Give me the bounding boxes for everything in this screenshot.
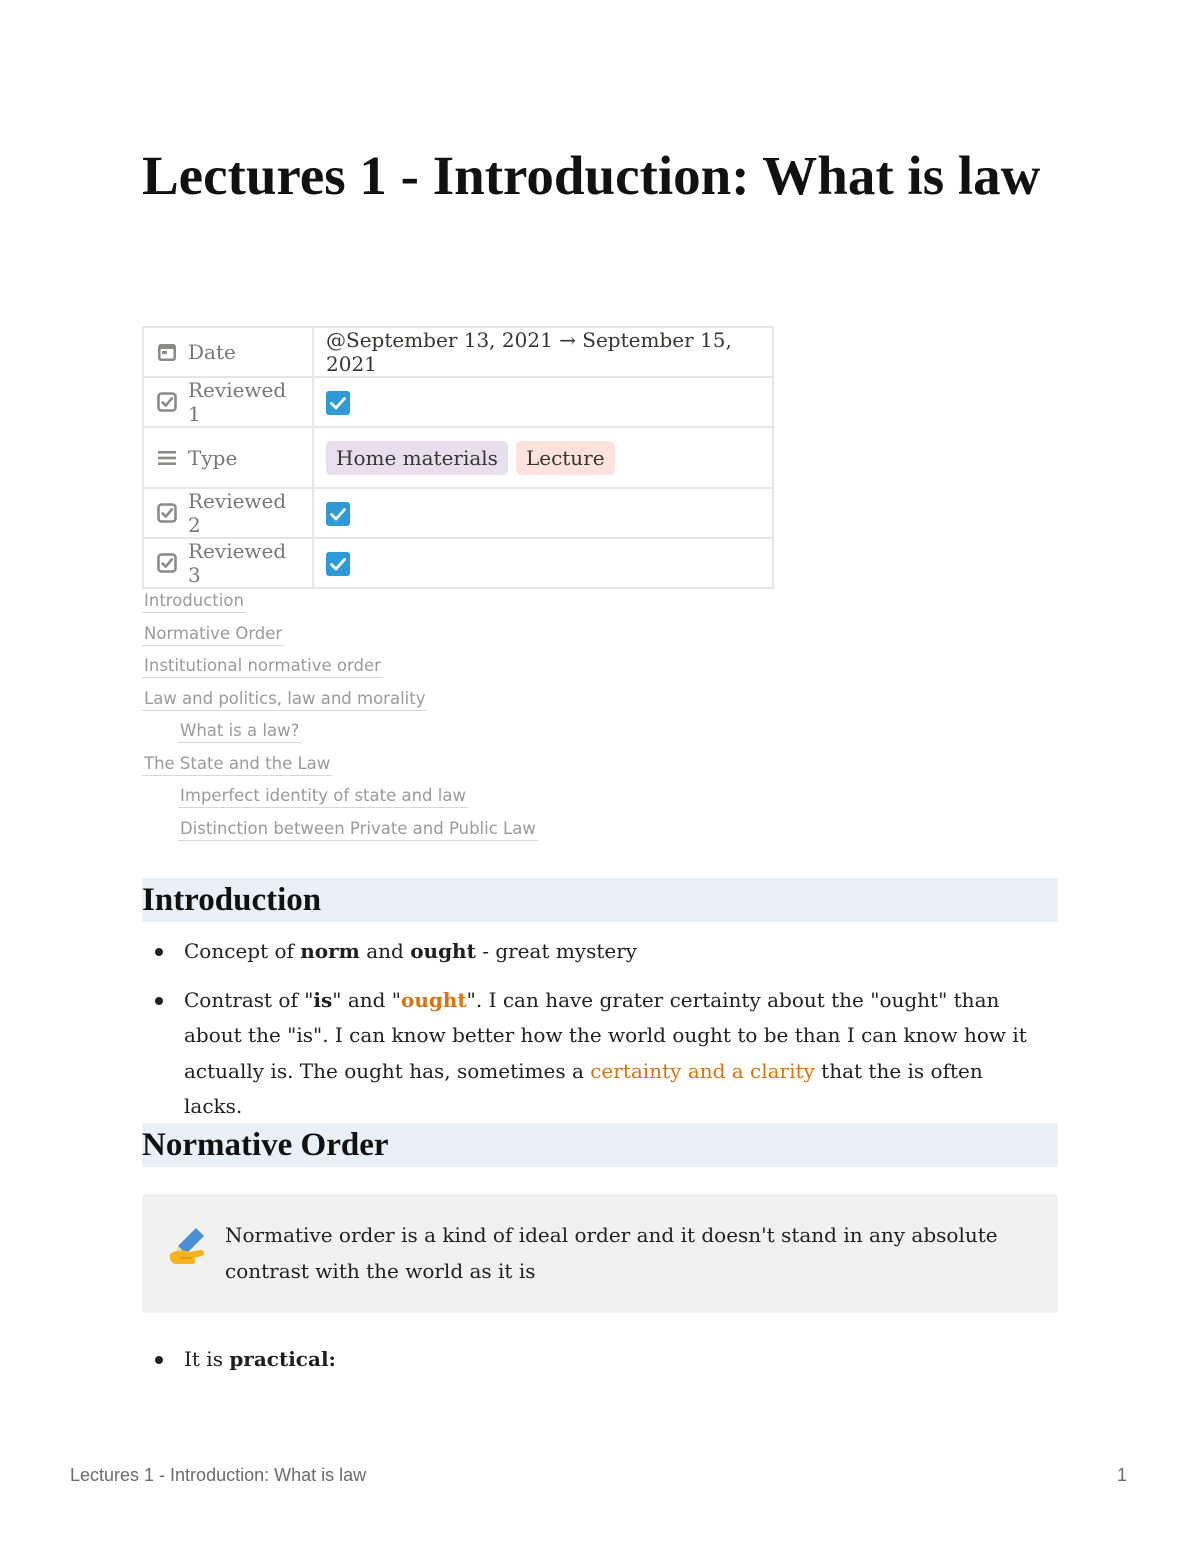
reviewed-3-checkbox[interactable] — [326, 552, 350, 576]
property-label: Reviewed 1 — [188, 378, 287, 426]
normative-order-bullets — [142, 1342, 1042, 1391]
toc-link-institutional-normative-order[interactable]: Institutional normative order — [142, 654, 538, 687]
toc-link-private-public-law[interactable]: Distinction between Private and Public Law — [142, 817, 538, 850]
bullet-dot — [155, 997, 163, 1005]
callout — [142, 1194, 1058, 1313]
property-label: Reviewed 2 — [188, 489, 287, 537]
page-number: 1 — [1117, 1465, 1128, 1485]
toc-link-state-and-law[interactable]: The State and the Law — [142, 752, 538, 785]
list-item: Concept of norm and ought - great mystery — [142, 934, 1042, 970]
toc-link-imperfect-identity[interactable]: Imperfect identity of state and law — [142, 784, 538, 817]
list-property-icon — [156, 447, 178, 469]
toc-link-what-is-a-law[interactable]: What is a law? — [142, 719, 538, 752]
property-row-reviewed-1 — [143, 377, 773, 427]
bullet-dot — [155, 1356, 163, 1364]
heading-introduction: Introduction — [142, 878, 1058, 922]
list-item: Contrast of "is" and "ought". I can have grater certainty about the "ought" than about the "is". I can know better how the world ought to be than I can know how it actually is. The ought has, sometimes a certainty and a clarity that the is often lacks. — [142, 983, 1042, 1125]
checkbox-property-icon — [156, 391, 178, 413]
reviewed-2-checkbox[interactable] — [326, 502, 350, 526]
callout-text: Normative order is a kind of ideal order and it doesn't stand in any absolute contrast with the world as it is — [225, 1223, 998, 1283]
toc-link-law-and-politics[interactable]: Law and politics, law and morality — [142, 687, 538, 720]
property-label: Reviewed 3 — [188, 539, 287, 587]
property-row-date — [143, 327, 773, 377]
writing-hand-icon — [166, 1224, 210, 1268]
date-value[interactable]: @September 13, 2021 → September 15, 2021 — [313, 327, 773, 377]
properties-table — [142, 326, 774, 589]
bullet-dot — [155, 948, 163, 956]
calendar-icon — [156, 341, 178, 363]
tag-lecture[interactable]: Lecture — [516, 441, 615, 475]
toc-link-introduction[interactable]: Introduction — [142, 589, 538, 622]
reviewed-1-checkbox[interactable] — [326, 391, 350, 415]
footer-title: Lectures 1 - Introduction: What is law — [70, 1465, 367, 1485]
property-label: Type — [188, 445, 238, 470]
property-row-reviewed-3 — [143, 538, 773, 588]
property-row-type — [143, 427, 773, 488]
toc-link-normative-order[interactable]: Normative Order — [142, 622, 538, 655]
tag-home-materials[interactable]: Home materials — [326, 441, 508, 475]
table-of-contents — [142, 589, 538, 849]
heading-normative-order: Normative Order — [142, 1123, 1058, 1167]
checkbox-property-icon — [156, 502, 178, 524]
introduction-bullets — [142, 934, 1042, 1138]
checkbox-property-icon — [156, 552, 178, 574]
page-title: Lectures 1 - Introduction: What is law — [142, 145, 1041, 206]
property-row-reviewed-2 — [143, 488, 773, 538]
list-item: It is practical: — [142, 1342, 1042, 1378]
property-label: Date — [188, 340, 236, 364]
